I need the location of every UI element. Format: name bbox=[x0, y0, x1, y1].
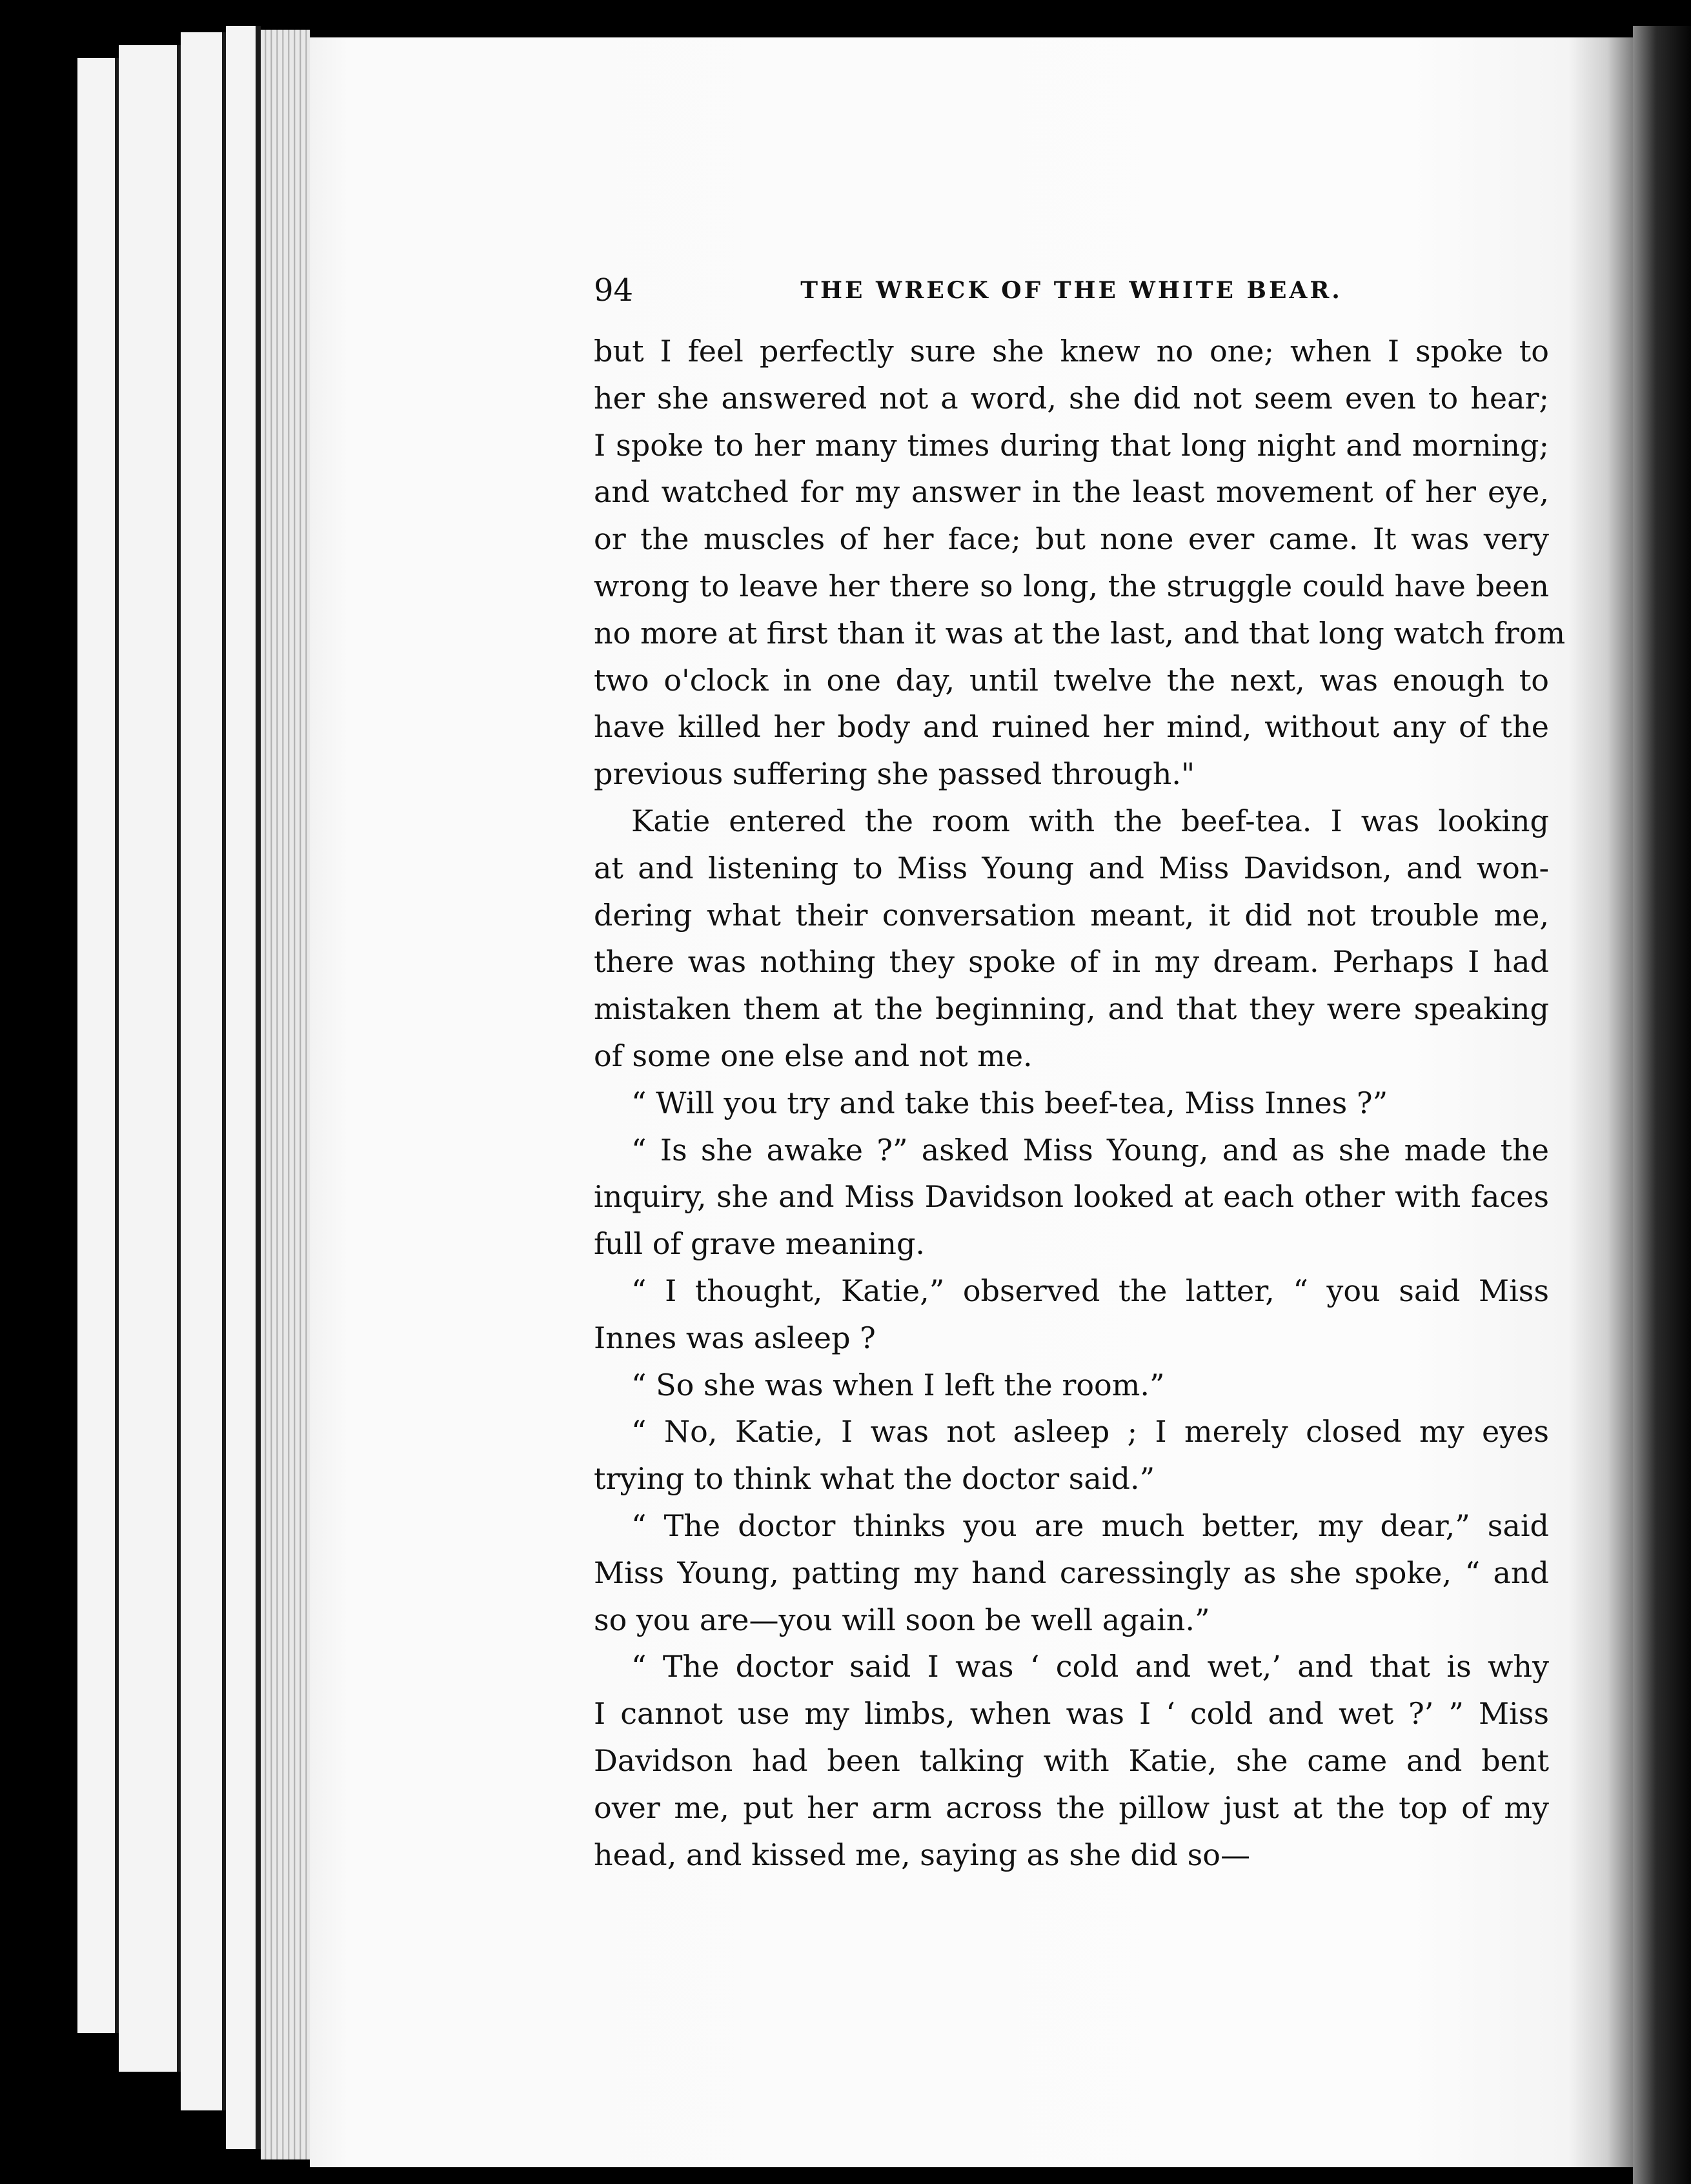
text-line: trying to think what the doctor said.” bbox=[594, 1461, 1155, 1497]
page-edge bbox=[119, 45, 177, 2072]
text-line: “ Is she awake ?” asked Miss Young, and as she made the bbox=[631, 1132, 1549, 1168]
text-line: previous suffering she passed through." bbox=[594, 756, 1195, 792]
page-edge-line bbox=[256, 26, 261, 2149]
text-line: at and listening to Miss Young and Miss Davidson, and won- bbox=[594, 850, 1549, 885]
text-line: her she answered not a word, she did not seem even to hear; bbox=[594, 380, 1549, 416]
text-line: wrong to leave her there so long, the struggle could have been bbox=[594, 568, 1549, 603]
page-header bbox=[594, 265, 1549, 316]
text-line: Davidson had been talking with Katie, she came and bent bbox=[594, 1743, 1549, 1778]
text-line: inquiry, she and Miss Davidson looked at each other with faces bbox=[594, 1179, 1549, 1215]
text-line: and watched for my answer in the least movement of her eye, bbox=[594, 474, 1549, 510]
text-line: or the muscles of her face; but none ever came. It was very bbox=[594, 521, 1549, 557]
text-line: Innes was asleep ? bbox=[594, 1320, 876, 1355]
page-edge bbox=[181, 32, 222, 2110]
text-line: “ No, Katie, I was not asleep ; I merely closed my eyes bbox=[631, 1414, 1549, 1450]
text-line: Miss Young, patting my hand caressingly as she spoke, “ and bbox=[594, 1555, 1549, 1590]
text-line: “ So she was when I left the room.” bbox=[631, 1367, 1165, 1402]
text-line: head, and kissed me, saying as she did so— bbox=[594, 1837, 1250, 1872]
text-line: have killed her body and ruined her mind, without any of the bbox=[594, 709, 1549, 745]
text-line: over me, put her arm across the pillow just at the top of my bbox=[594, 1790, 1549, 1825]
text-line: “ The doctor said I was ‘ cold and wet,’ and that is why bbox=[631, 1649, 1549, 1684]
page-edge bbox=[261, 30, 310, 2159]
text-line: full of grave meaning. bbox=[594, 1226, 926, 1262]
text-line: two o'clock in one day, until twelve the next, was enough to bbox=[594, 662, 1549, 698]
text-line: I spoke to her many times during that long night and morning; bbox=[594, 427, 1549, 463]
text-line: “ Will you try and take this beef-tea, Miss Innes ?” bbox=[631, 1085, 1388, 1120]
running-title: THE WRECK OF THE WHITE BEAR. bbox=[800, 277, 1342, 304]
text-line: dering what their conversation meant, it did not trouble me, bbox=[594, 897, 1549, 933]
text-line: Katie entered the room with the beef-tea. I was looking bbox=[631, 803, 1549, 838]
text-line: mistaken them at the beginning, and that they were speaking bbox=[594, 991, 1549, 1027]
text-line: “ The doctor thinks you are much better, my dear,” said bbox=[631, 1508, 1549, 1543]
text-line: “ I thought, Katie,” observed the latter, “ you said Miss bbox=[631, 1273, 1549, 1308]
text-line: of some one else and not me. bbox=[594, 1038, 1033, 1073]
page-edge bbox=[77, 58, 115, 2033]
body-text bbox=[594, 328, 1566, 1878]
page-edge bbox=[226, 26, 256, 2149]
page-content bbox=[594, 265, 1566, 1878]
text-line: I cannot use my limbs, when was I ‘ cold and wet ?’ ” Miss bbox=[594, 1696, 1549, 1732]
page-number: 94 bbox=[594, 272, 634, 308]
page-gutter-shadow bbox=[1633, 26, 1691, 2184]
text-line: there was nothing they spoke of in my dream. Perhaps I had bbox=[594, 944, 1549, 980]
text-line: but I feel perfectly sure she knew no one; when I spoke to bbox=[594, 334, 1549, 369]
text-line: so you are—you will soon be well again.” bbox=[594, 1602, 1210, 1637]
text-line: no more at first than it was at the last, and that long watch from bbox=[594, 615, 1566, 651]
